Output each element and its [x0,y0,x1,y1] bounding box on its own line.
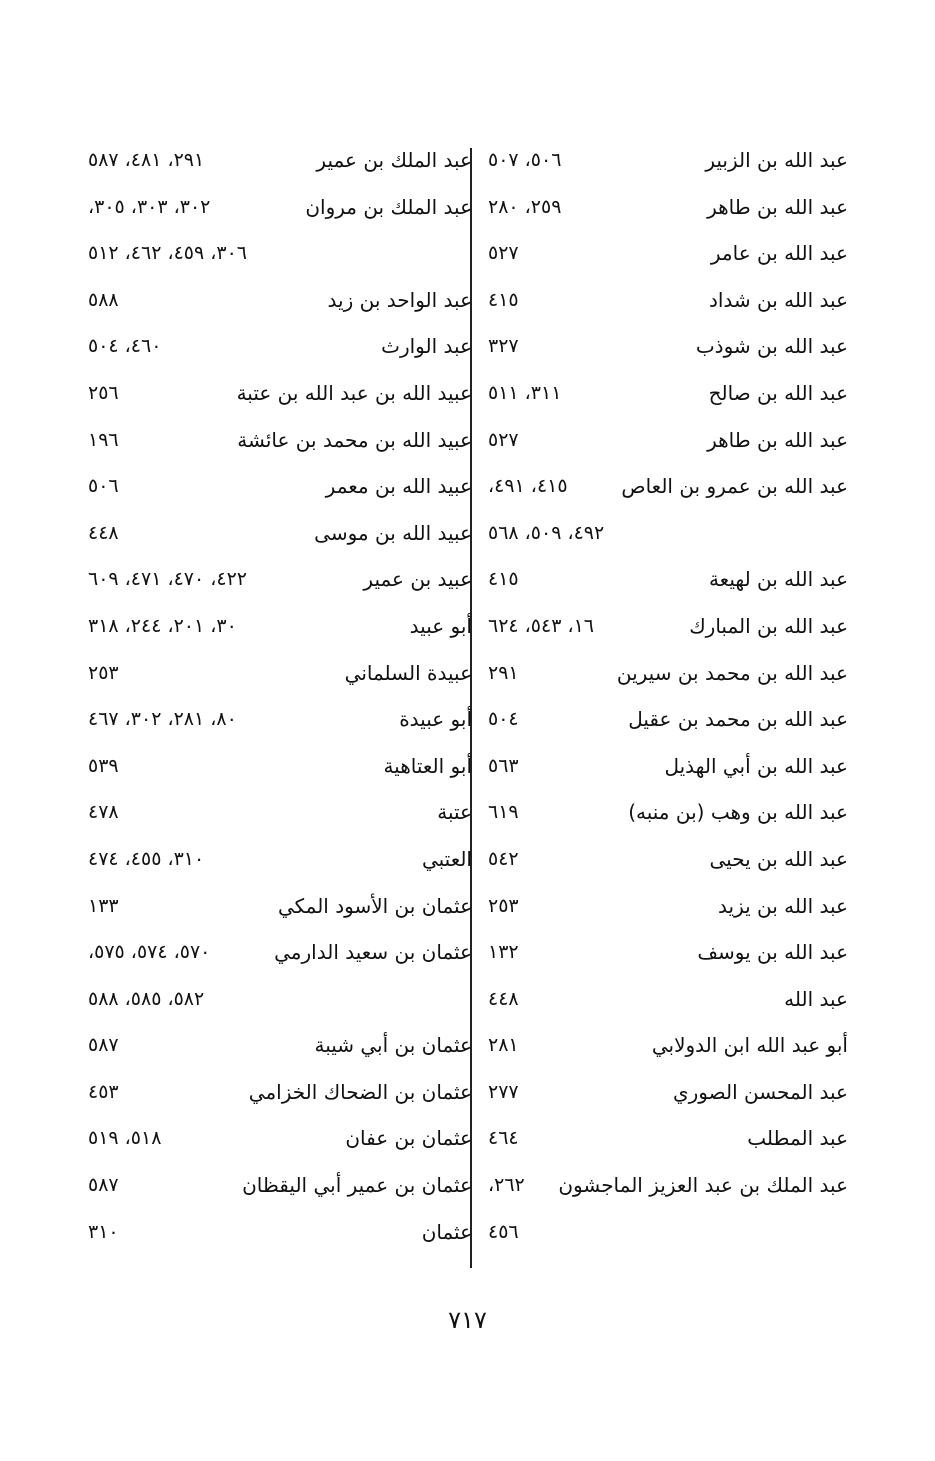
entry-name: عبد الله بن أبي الهذيل [664,753,848,778]
entry-name: عبد الله بن محمد بن سيرين [616,660,848,685]
entry-name: عبد الله بن يحيى [709,846,848,871]
entry-name: عثمان بن الضحاك الخزامي [248,1079,472,1104]
entry-name: العتبي [421,846,472,871]
index-entry [82,513,472,560]
entry-pages: ٣١٠، ٤٥٥، ٤٧٤ [88,847,205,870]
entry-pages: ٦١٩ [488,801,519,824]
entry-name: عثمان بن سعيد الدارمي [274,940,472,965]
entry-name: عثمان بن عمير أبي اليقظان [242,1173,472,1198]
entry-pages: ٣٠٢، ٣٠٣، ٣٠٥، [88,195,211,218]
entry-name: أبو عبد الله ابن الدولابي [651,1033,848,1058]
index-entry [82,280,472,327]
index-entry [82,187,472,234]
index-entry [476,886,866,933]
index-entry [476,1072,866,1119]
entry-name: أبو عبيدة [399,707,472,732]
entry-name: عبد الله بن يزيد [718,893,848,918]
entry-name: أبو عبيد [409,613,472,638]
entry-name: عبد الله بن عامر [710,241,848,266]
entry-name: عبد الله [784,986,848,1011]
index-entry [476,559,866,606]
entry-pages: ١٣٣ [88,894,119,917]
entry-pages: ٥٨٧ [88,1034,119,1057]
entry-pages: ٢٨١ [488,1034,519,1057]
entry-pages: ٥٦٣ [488,754,519,777]
entry-pages: ٤١٥ [488,288,519,311]
entry-pages: ٥٢٧ [488,428,519,451]
entry-pages: ٣١٠ [88,1220,119,1243]
index-entry [476,932,866,979]
index-entry [82,653,472,700]
index-entry [476,513,866,560]
index-entry [476,653,866,700]
entry-name: عبيد بن عمير [363,567,472,592]
entry-pages: ٥٢٧ [488,242,519,265]
entry-pages: ٤٥٦ [488,1220,519,1243]
index-entry [476,1165,866,1212]
entry-pages: ٣٢٧ [488,335,519,358]
index-entry [476,792,866,839]
entry-name: عبيد الله بن عبد الله بن عتبة [236,380,472,405]
entry-name: عبد الله بن طاهر [707,194,848,219]
entry-pages: ٢٥٦ [88,381,119,404]
index-entry [82,792,472,839]
entry-name: عبد المطلب [747,1126,848,1151]
entry-name: عبد الملك بن عمير [316,148,472,172]
index-entry [476,326,866,373]
entry-name: عبيد الله بن محمد بن عائشة [237,427,472,452]
entry-name: عبد الله بن صالح [708,380,848,405]
entry-pages: ٥٨٨ [88,288,119,311]
index-entry [476,140,866,187]
entry-pages: ٥٧٠، ٥٧٤، ٥٧٥، [88,941,211,964]
entry-name: عبد الله بن طاهر [707,427,848,452]
entry-pages: ٢٧٧ [488,1080,519,1103]
index-entry [476,233,866,280]
index-entry [82,373,472,420]
entry-pages: ٢٥٩، ٢٨٠ [488,195,562,218]
entry-pages: ٤٦٤ [488,1127,519,1150]
entry-name: عبد الله بن وهب (بن منبه) [628,800,848,825]
entry-pages: ٤٢٢، ٤٧٠، ٤٧١، ٦٠٩ [88,568,248,591]
entry-name: عبد الله بن شداد [708,287,848,312]
entry-name: أبو العتاهية [383,753,472,778]
index-entry [82,932,472,979]
entry-pages: ٥٠٦، ٥٠٧ [488,149,562,171]
entry-pages: ٥٠٦ [88,475,119,498]
index-entry [476,373,866,420]
index-entry [82,233,472,280]
index-entry [82,326,472,373]
entry-pages: ٥٠٤ [488,708,519,731]
index-entry [476,839,866,886]
index-column-left [82,140,472,1258]
entry-pages: ٢٦٢، [488,1174,525,1197]
entry-name: عبد الله بن يوسف [697,940,848,965]
entry-name: عبد المحسن الصوري [672,1079,848,1104]
index-entry [82,1118,472,1165]
index-entry [82,559,472,606]
entry-name: عبد الله بن عمرو بن العاص [621,474,848,499]
entry-pages: ٤٧٨ [88,801,119,824]
index-column-right [476,140,866,1258]
entry-pages: ٢٩١ [488,661,519,684]
index-entry [82,839,472,886]
entry-name: عبد الواحد بن زيد [327,287,472,312]
entry-name: عبد الملك بن عبد العزيز الماجشون [558,1173,848,1198]
entry-pages: ٢٩١، ٤٨١، ٥٨٧ [88,149,205,171]
index-entry [82,466,472,513]
entry-name: عبيدة السلماني [344,660,472,685]
index-entry [82,979,472,1026]
entry-pages: ٤١٥ [488,568,519,591]
entry-pages: ٨٠، ٢٨١، ٣٠٢، ٤٦٧ [88,708,237,731]
index-entry [476,280,866,327]
entry-name: عثمان بن أبي شيبة [314,1033,472,1058]
entry-pages: ٣٠٦، ٤٥٩، ٤٦٢، ٥١٢ [88,242,248,265]
index-entry [82,1025,472,1072]
entry-name: عثمان بن الأسود المكي [277,893,472,918]
entry-name: عثمان [421,1219,472,1244]
entry-name: عبيد الله بن موسى [314,520,472,545]
index-entry [476,979,866,1026]
entry-pages: ٢٥٣ [488,894,519,917]
entry-name: عبد الله بن لهيعة [708,567,848,592]
index-entry [476,420,866,467]
entry-pages: ٥٨٢، ٥٨٥، ٥٨٨ [88,987,205,1010]
index-entry [476,1118,866,1165]
entry-pages: ١٩٦ [88,428,119,451]
entry-pages: ٢٥٣ [88,661,119,684]
index-entry [476,466,866,513]
entry-name: عبيد الله بن معمر [325,474,472,499]
entry-pages: ٤٤٨ [488,987,519,1010]
entry-name: عبد الله بن محمد بن عقيل [628,707,848,732]
entry-pages: ٥٤٢ [488,847,519,870]
index-entry [82,140,472,187]
entry-name: عثمان بن عفان [345,1126,472,1151]
index-entry [476,1212,866,1259]
index-entry [82,606,472,653]
index-entry [82,746,472,793]
entry-name: عبد الله بن الزبير [705,148,848,172]
index-entry [82,1072,472,1119]
index-entry [476,1025,866,1072]
index-entry [82,886,472,933]
entry-name: عبد الله بن شوذب [695,334,848,359]
entry-name: عبد الملك بن مروان [305,194,472,219]
entry-pages: ٤٩٢، ٥٠٩، ٥٦٨ [488,521,605,544]
entry-pages: ٣٠، ٢٠١، ٢٤٤، ٣١٨ [88,614,237,637]
entry-pages: ٣١١، ٥١١ [488,381,562,404]
index-entry [476,699,866,746]
entry-pages: ١٣٢ [488,941,519,964]
index-entry [476,606,866,653]
entry-name: عبد الله بن المبارك [689,613,848,638]
index-entry [82,1165,472,1212]
index-entry [82,420,472,467]
entry-pages: ٥١٨، ٥١٩ [88,1127,162,1150]
index-entry [82,1212,472,1259]
entry-pages: ٥٨٧ [88,1174,119,1197]
entry-pages: ٤٥٣ [88,1080,119,1103]
index-entry [476,187,866,234]
entry-pages: ٥٣٩ [88,754,119,777]
entry-name: عبد الوارث [381,334,472,359]
entry-pages: ٤١٥، ٤٩١، [488,475,568,498]
index-entry [82,699,472,746]
entry-pages: ٤٤٨ [88,521,119,544]
index-entry [476,746,866,793]
entry-name: عتبة [437,800,472,825]
entry-pages: ١٦، ٥٤٣، ٦٢٤ [488,614,595,637]
entry-pages: ٤٦٠، ٥٠٤ [88,335,162,358]
page-number: ٧١٧ [448,1306,487,1334]
